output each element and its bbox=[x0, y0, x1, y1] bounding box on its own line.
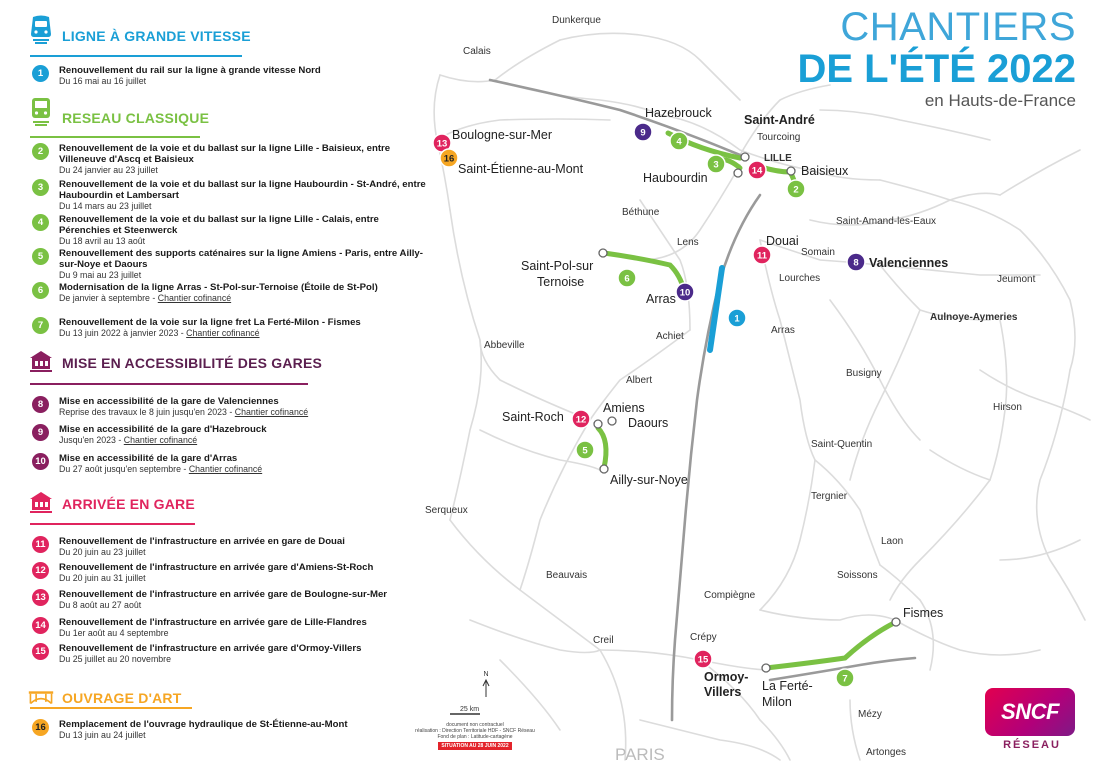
map-marker-1 bbox=[728, 309, 746, 327]
svg-text:Haubourdin: Haubourdin bbox=[643, 171, 708, 185]
map-marker-9 bbox=[634, 123, 652, 141]
title-line3: en Hauts-de-France bbox=[924, 91, 1076, 110]
cofinance-link-7[interactable]: Chantier cofinancé bbox=[186, 328, 260, 338]
map-marker-12 bbox=[572, 410, 590, 428]
section-accessibilite-title: MISE EN ACCESSIBILITÉ DES GARES bbox=[62, 355, 323, 371]
svg-text:Abbeville: Abbeville bbox=[484, 340, 525, 351]
svg-text:La Ferté-: La Ferté- bbox=[762, 679, 813, 693]
legend-item-8: 8 Mise en accessibilité de la gare de Valenciennes Reprise des travaux le 8 juin jusqu'en 2023 - Chantier cofinancé bbox=[32, 396, 427, 418]
map-marker-7 bbox=[836, 669, 854, 687]
section-classique-title: RESEAU CLASSIQUE bbox=[62, 110, 210, 126]
svg-text:7: 7 bbox=[842, 673, 848, 685]
legend-item-6: 6 Modernisation de la ligne Arras - St-Pol-sur-Ternoise (Étoile de St-Pol) De janvier à septembre - Chantier cofinancé bbox=[32, 282, 427, 304]
svg-text:Hazebrouck: Hazebrouck bbox=[645, 106, 712, 120]
svg-text:Jeumont: Jeumont bbox=[997, 274, 1036, 285]
svg-text:13: 13 bbox=[436, 138, 448, 150]
map-marker-11 bbox=[753, 246, 771, 264]
legend-item-3: 3 Renouvellement de la voie et du ballast sur la ligne Haubourdin - St-André, entre Haubourdin et Lambersart Du 14 mars au 23 juillet bbox=[32, 179, 427, 212]
sncf-logo-box bbox=[985, 688, 1075, 736]
svg-text:Soissons: Soissons bbox=[837, 570, 878, 581]
title-block bbox=[797, 6, 1076, 112]
svg-text:Ailly-sur-Noye: Ailly-sur-Noye bbox=[610, 473, 688, 487]
map-marker-15 bbox=[694, 650, 712, 668]
svg-text:Douai: Douai bbox=[766, 234, 799, 248]
svg-text:Calais: Calais bbox=[463, 46, 491, 57]
svg-text:N: N bbox=[483, 671, 489, 678]
svg-text:Mézy: Mézy bbox=[858, 709, 882, 720]
scale-bar bbox=[450, 706, 480, 714]
svg-text:5: 5 bbox=[582, 445, 588, 457]
svg-text:Dunkerque: Dunkerque bbox=[552, 15, 601, 26]
disclaimer-note: document non contractuel réalisation : Direction Territoriale HDF - SNCF Réseau Fond de plan : Latitude-cartagène SITUATION AU 28 JUIN 2022 bbox=[415, 722, 535, 749]
svg-text:Compiègne: Compiègne bbox=[704, 590, 756, 601]
north-arrow bbox=[483, 671, 489, 697]
svg-text:12: 12 bbox=[575, 414, 587, 426]
svg-text:2: 2 bbox=[793, 184, 799, 196]
legend bbox=[0, 0, 430, 773]
svg-text:Béthune: Béthune bbox=[622, 207, 660, 218]
svg-text:Arras: Arras bbox=[646, 292, 676, 306]
legend-item-14: 14 Renouvellement de l'infrastructure en arrivée gare de Lille-Flandres Du 1er août au 4 septembre bbox=[32, 617, 427, 639]
svg-text:25 km: 25 km bbox=[460, 706, 480, 713]
section-lgv-title: LIGNE À GRANDE VITESSE bbox=[62, 28, 251, 44]
svg-text:Tergnier: Tergnier bbox=[811, 491, 848, 502]
train-icon bbox=[28, 98, 54, 124]
map-marker-16 bbox=[440, 149, 458, 167]
station-icon bbox=[28, 348, 54, 374]
svg-text:4: 4 bbox=[676, 136, 682, 148]
svg-text:Boulogne-sur-Mer: Boulogne-sur-Mer bbox=[452, 128, 553, 142]
svg-text:Aulnoye-Aymeries: Aulnoye-Aymeries bbox=[930, 312, 1018, 323]
cofinance-link-6[interactable]: Chantier cofinancé bbox=[157, 293, 232, 303]
svg-text:Baisieux: Baisieux bbox=[801, 164, 849, 178]
svg-text:Valenciennes: Valenciennes bbox=[869, 256, 949, 270]
svg-text:16: 16 bbox=[443, 153, 455, 165]
section-ouvrage-title: OUVRAGE D'ART bbox=[62, 690, 182, 706]
svg-text:Amiens: Amiens bbox=[603, 401, 645, 415]
map-marker-14 bbox=[748, 161, 766, 179]
svg-text:Achiet: Achiet bbox=[656, 331, 684, 342]
section-lgv bbox=[28, 14, 251, 44]
svg-text:Saint-Pol-sur: Saint-Pol-sur bbox=[521, 259, 594, 273]
cofinance-link-8[interactable]: Chantier cofinancé bbox=[234, 407, 309, 417]
map-marker-6 bbox=[618, 269, 636, 287]
svg-text:10: 10 bbox=[679, 287, 691, 299]
svg-text:Ormoy-: Ormoy- bbox=[704, 670, 749, 684]
svg-text:8: 8 bbox=[853, 257, 859, 269]
svg-text:15: 15 bbox=[697, 654, 709, 666]
svg-text:Crépy: Crépy bbox=[690, 632, 717, 643]
lgv-works-segment bbox=[710, 268, 722, 350]
title-line1: CHANTIERS bbox=[840, 5, 1076, 49]
legend-item-12: 12 Renouvellement de l'infrastructure en arrivée gare d'Amiens-St-Roch Du 20 juin au 31 juillet bbox=[32, 562, 427, 584]
svg-text:Saint-Étienne-au-Mont: Saint-Étienne-au-Mont bbox=[458, 162, 584, 176]
legend-num-1: 1 bbox=[32, 65, 49, 82]
map-marker-2 bbox=[787, 180, 805, 198]
section-arrivee bbox=[28, 489, 195, 515]
svg-text:3: 3 bbox=[713, 159, 719, 171]
svg-text:Somain: Somain bbox=[801, 247, 835, 258]
svg-text:Daours: Daours bbox=[628, 416, 669, 430]
svg-text:Beauvais: Beauvais bbox=[546, 570, 588, 581]
legend-item-2: 2 Renouvellement de la voie et du ballast sur la ligne Lille - Baisieux, entre Villeneuve d'Ascq et Baisieux Du 24 janvier au 23 juillet bbox=[32, 143, 427, 176]
svg-text:Saint-Amand-les-Eaux: Saint-Amand-les-Eaux bbox=[836, 216, 937, 227]
svg-text:11: 11 bbox=[756, 250, 768, 262]
svg-text:Arras: Arras bbox=[771, 325, 795, 336]
legend-item-16: 16 Remplacement de l'ouvrage hydraulique de St-Étienne-au-Mont Du 13 juin au 24 juillet bbox=[32, 719, 427, 741]
map-marker-8 bbox=[847, 253, 865, 271]
section-arrivee-title: ARRIVÉE EN GARE bbox=[62, 496, 195, 512]
svg-text:Saint-André: Saint-André bbox=[744, 113, 815, 127]
section-classique-underline bbox=[30, 136, 200, 138]
legend-item-7: 7 Renouvellement de la voie sur la ligne fret La Ferté-Milon - Fismes Du 13 juin 2022 à janvier 2023 - Chantier cofinancé bbox=[32, 317, 427, 339]
map-marker-3 bbox=[707, 155, 725, 173]
svg-text:PARIS: PARIS bbox=[615, 745, 665, 764]
sncf-reseau-logo bbox=[985, 688, 1079, 751]
svg-text:Saint-Roch: Saint-Roch bbox=[502, 410, 564, 424]
situation-badge: SITUATION AU 28 JUIN 2022 bbox=[438, 742, 511, 750]
section-classique bbox=[28, 96, 209, 126]
sncf-logo-text: SNCF bbox=[1001, 699, 1059, 724]
svg-text:Tourcoing: Tourcoing bbox=[757, 132, 801, 143]
city-labels bbox=[425, 15, 1036, 764]
section-accessibilite-underline bbox=[30, 383, 308, 385]
title-line2: DE L'ÉTÉ 2022 bbox=[797, 47, 1076, 91]
sncf-logo-sub: RÉSEAU bbox=[1003, 739, 1061, 751]
map-marker-4 bbox=[670, 132, 688, 150]
legend-item-5: 5 Renouvellement des supports caténaires sur la ligne Amiens - Paris, entre Ailly-sur-Noye et Daours Du 9 mai au 23 juillet bbox=[32, 248, 427, 281]
legend-item-4: 4 Renouvellement de la voie et du ballast sur la ligne Lille - Calais, entre Pérenchies et Steenwerck Du 18 avril au 13 août bbox=[32, 214, 427, 247]
legend-item-11: 11 Renouvellement de l'infrastructure en arrivée en gare de Douai Du 20 juin au 23 juillet bbox=[32, 536, 427, 558]
svg-text:Milon: Milon bbox=[762, 695, 792, 709]
svg-text:14: 14 bbox=[751, 165, 763, 177]
svg-text:Ternoise: Ternoise bbox=[537, 275, 585, 289]
section-accessibilite bbox=[28, 348, 322, 374]
svg-text:Lourches: Lourches bbox=[779, 273, 821, 284]
svg-text:Busigny: Busigny bbox=[846, 368, 882, 379]
legend-item-15: 15 Renouvellement de l'infrastructure en arrivée gare d'Ormoy-Villers Du 25 juillet au 20 novembre bbox=[32, 643, 427, 665]
cofinance-link-10[interactable]: Chantier cofinancé bbox=[188, 464, 263, 474]
section-ouvrage-underline bbox=[30, 707, 192, 709]
svg-text:Saint-Quentin: Saint-Quentin bbox=[811, 439, 873, 450]
svg-text:Lens: Lens bbox=[677, 237, 699, 248]
section-lgv-underline bbox=[30, 55, 242, 57]
svg-text:Hirson: Hirson bbox=[993, 402, 1022, 413]
svg-text:1: 1 bbox=[734, 313, 740, 325]
legend-item-9: 9 Mise en accessibilité de la gare d'Hazebrouck Jusqu'en 2023 - Chantier cofinancé bbox=[32, 424, 427, 446]
svg-text:Fismes: Fismes bbox=[903, 606, 944, 620]
svg-text:Serqueux: Serqueux bbox=[425, 505, 468, 516]
svg-text:Laon: Laon bbox=[881, 536, 904, 547]
svg-text:Artonges: Artonges bbox=[866, 747, 907, 758]
section-arrivee-underline bbox=[30, 523, 195, 525]
svg-text:Creil: Creil bbox=[593, 635, 614, 646]
station-arrival-icon bbox=[28, 489, 54, 515]
svg-text:Villers: Villers bbox=[704, 685, 742, 699]
high-speed-train-icon bbox=[28, 16, 54, 42]
legend-item-13: 13 Renouvellement de l'infrastructure en arrivée gare de Boulogne-sur-Mer Du 8 août au 27 août bbox=[32, 589, 427, 611]
legend-item-1: 1 Renouvellement du rail sur la ligne à grande vitesse Nord Du 16 mai au 16 juillet bbox=[32, 65, 427, 87]
legend-item-10: 10 Mise en accessibilité de la gare d'Arras Du 27 août jusqu'en septembre - Chantier cofinancé bbox=[32, 453, 427, 475]
svg-text:9: 9 bbox=[640, 127, 646, 139]
svg-text:6: 6 bbox=[624, 273, 630, 285]
svg-text:Albert: Albert bbox=[626, 375, 653, 386]
map-marker-10 bbox=[676, 283, 694, 301]
svg-text:LILLE: LILLE bbox=[764, 153, 792, 164]
map-marker-5 bbox=[576, 441, 594, 459]
cofinance-link-9[interactable]: Chantier cofinancé bbox=[123, 435, 198, 445]
